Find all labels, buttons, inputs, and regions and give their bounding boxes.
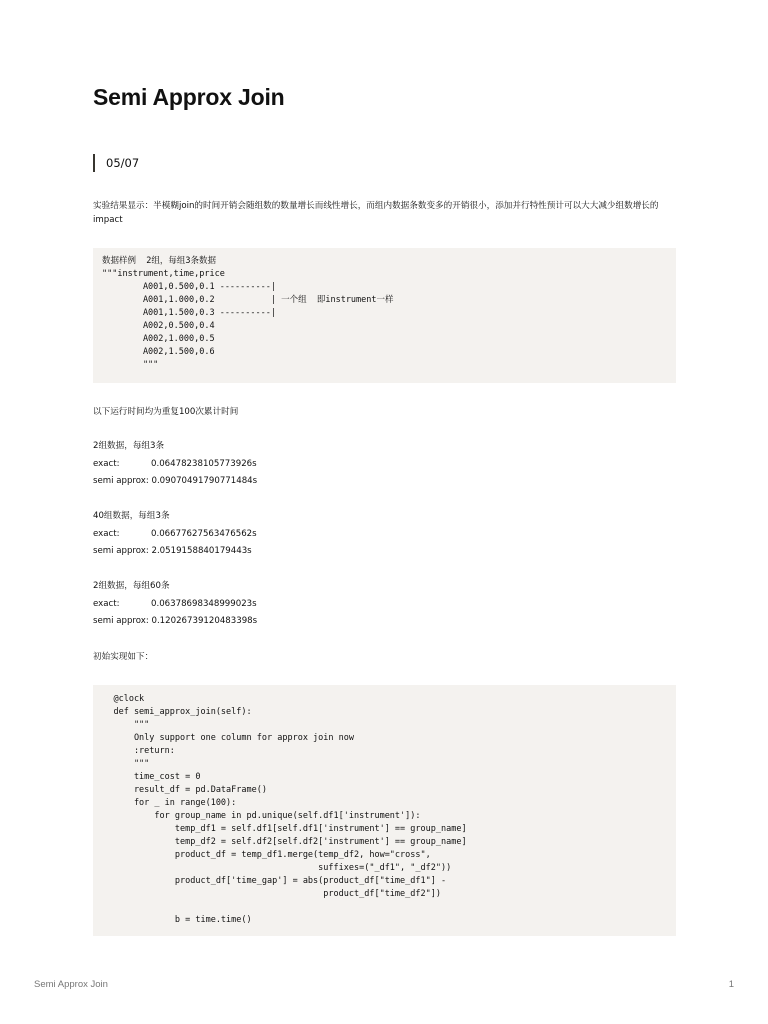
experiment-heading: 2组数据，每组60条 xyxy=(93,581,170,591)
sample-code-block xyxy=(93,248,676,383)
exact-result xyxy=(93,598,257,610)
approx-value: 2.0519158840179443s xyxy=(151,546,252,556)
exact-label: exact: xyxy=(93,599,120,609)
exact-value: 0.06677627563476562s xyxy=(151,529,257,539)
exact-result xyxy=(93,528,257,540)
exact-value: 0.06478238105773926s xyxy=(151,459,257,469)
exact-result xyxy=(93,458,257,470)
approx-value: 0.12026739120483398s xyxy=(151,616,258,626)
experiment-heading: 40组数据，每组3条 xyxy=(93,511,170,521)
impl-heading: 初始实现如下： xyxy=(93,652,154,662)
experiment-heading: 2组数据，每组3条 xyxy=(93,441,165,451)
approx-result xyxy=(93,475,257,487)
runtime-note: 以下运行时间均为重复100次累计时间 xyxy=(93,407,239,417)
approx-label: semi approx: xyxy=(93,546,149,556)
date-quote: 05/07 xyxy=(93,154,139,172)
impl-code-text: @clock def semi_approx_join(self): """ Only support one column for approx join now :return: """ time_cost = 0 result_df = pd.DataFrame() for _ in range(100): for group_name in pd.unique(self.df1['instrument']): temp_df1 = self.df1[self.df1['instrument'] == group_name] temp_df2 = self.df2[self.df2['instrument'] == group_name] product_df = temp_df1.merge(temp_df2, how="cross", suffixes=("_df1", "_df2")) product_df['time_gap'] = abs(product_df["time_df1"] - product_df["time_df2"]) b = time.time() xyxy=(113,694,467,925)
exact-label: exact: xyxy=(93,529,120,539)
approx-value: 0.09070491790771484s xyxy=(151,476,258,486)
approx-label: semi approx: xyxy=(93,616,149,626)
footer-title: Semi Approx Join xyxy=(34,979,108,990)
exact-value: 0.06378698348999023s xyxy=(151,599,257,609)
impl-code-block xyxy=(93,685,676,936)
approx-result xyxy=(93,615,257,627)
sample-code-text: 数据样例 2组，每组3条数据 """instrument,time,price A001,0.500,0.1 ----------| A001,1.000,0.2 | 一个组 即instrument一样 A001,1.500,0.3 ----------| A002,0.500,0.4 A002,1.000,0.5 A002,1.500,0.6 """ xyxy=(102,256,394,370)
approx-label: semi approx: xyxy=(93,476,149,486)
page-title: Semi Approx Join xyxy=(93,84,285,110)
footer-page-number: 1 xyxy=(728,979,734,990)
intro-paragraph: 实验结果显示：半模糊join的时间开销会随组数的数量增长而线性增长，而组内数据条数变多的开销很小，添加并行特性预计可以大大减少组数增长的impact xyxy=(93,201,659,225)
exact-label: exact: xyxy=(93,459,120,469)
approx-result xyxy=(93,545,252,557)
